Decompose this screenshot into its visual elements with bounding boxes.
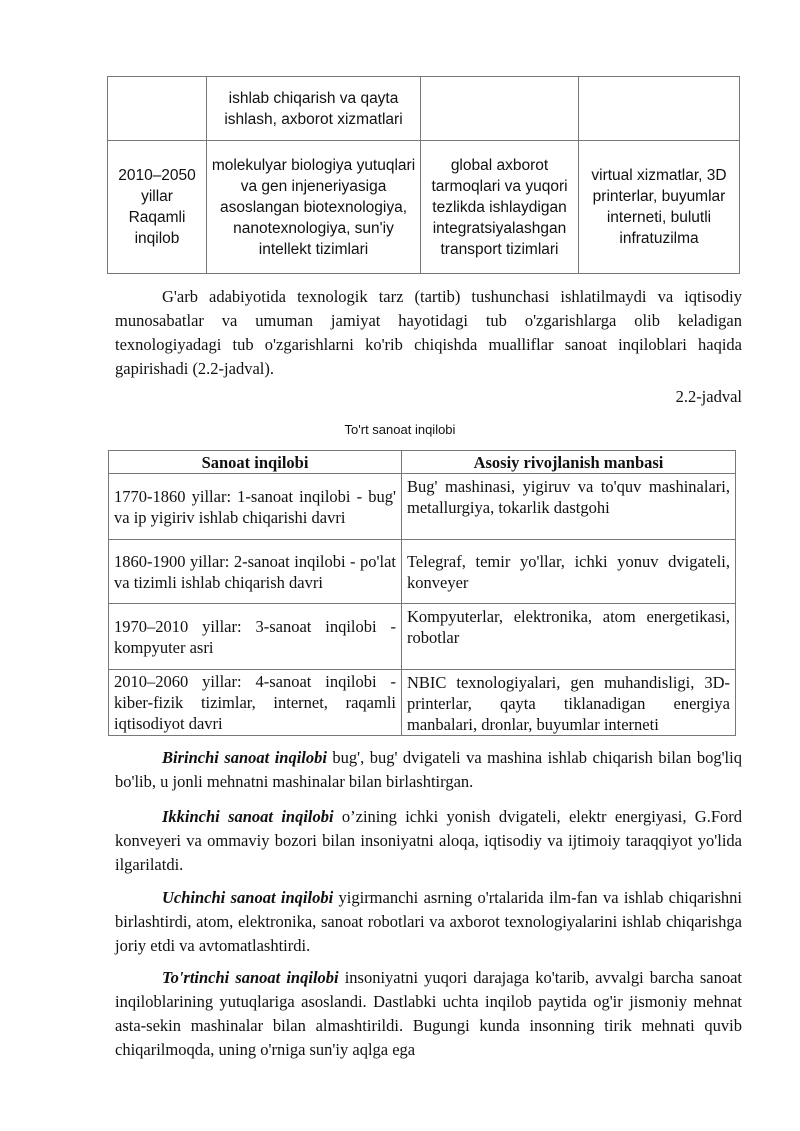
table-number: 2.2-jadval — [675, 387, 742, 406]
table-cell-period: 2010–2050 yillar Raqamli inqilob — [108, 141, 207, 274]
table-row — [108, 141, 740, 274]
table-row — [109, 474, 736, 540]
paragraph-text: yigirmanchi asrning o'rtalarida ilm-fan va ishlab chiqarishni birlashtirdi, atom, elektronika, sanoat robotlari va axborot texnologiyalarini ishlab chiqarishga joriy etdi va avtomatlashtirdi. — [115, 888, 742, 955]
paragraph-lead: Uchinchi sanoat inqilobi — [162, 888, 334, 907]
table-row — [108, 77, 740, 141]
table-cell-source: NBIC texnologiyalari, gen muhandisligi, 3D-printerlar, qayta tiklanadigan energiya manbalari, dronlar, buyumlar interneti — [402, 670, 736, 736]
column-header-source: Asosiy rivojlanish manbasi — [402, 451, 736, 474]
paragraph-third-revolution — [115, 886, 742, 958]
table-cell: ishlab chiqarish va qayta ishlash, axborot xizmatlari — [207, 77, 421, 141]
table-row — [109, 540, 736, 604]
table-cell-revolution: 1860-1900 yillar: 2-sanoat inqilobi - po'lat va tizimli ishlab chiqarish davri — [109, 540, 402, 604]
table-cell — [579, 77, 740, 141]
table-cell-source: Bug' mashinasi, yigiruv va to'quv mashinalari, metallurgiya, tokarlik dastgohi — [402, 474, 736, 540]
table-row — [109, 604, 736, 670]
table-cell-source: Telegraf, temir yo'llar, ichki yonuv dvigateli, konveyer — [402, 540, 736, 604]
paragraph-first-revolution — [115, 746, 742, 794]
paragraph-second-revolution — [115, 805, 742, 877]
paragraph-lead: To'rtinchi sanoat inqilobi — [162, 968, 339, 987]
table-cell — [108, 77, 207, 141]
industrial-revolutions-table — [108, 450, 736, 736]
paragraph-text: o’zining ichki yonish dvigateli, elektr energiyasi, G.Ford konveyeri va ommaviy bozori bilan insoniyatni aloqa, iqtisodiy va ijtimoiy taraqqiyot yo'lida ilgarilatdi. — [115, 807, 743, 874]
paragraph-text: insoniyatni yuqori darajaga ko'tarib, avvalgi barcha sanoat inqiloblarining yutuqlariga asoslandi. Dastlabki uchta inqilob paytida og'ir jismoniy mehnat asta-sekin mashinalar bilan almashtirildi. Bugungi kunda insonning tirik mehnati quvib chiqarilmoqda, uning o'rniga sun'iy aqlga ega — [115, 968, 742, 1059]
table-cell-revolution: 1770-1860 yillar: 1-sanoat inqilobi - bug' va ip yigiriv ishlab chiqarishi davri — [109, 474, 402, 540]
table-cell — [421, 77, 579, 141]
technology-modes-table-continued — [107, 76, 740, 274]
table-cell: global axborot tarmoqlari va yuqori tezlikda ishlaydigan integratsiyalashgan transport tizimlari — [421, 141, 579, 274]
table-header-row — [109, 451, 736, 474]
table-cell: virtual xizmatlar, 3D printerlar, buyumlar interneti, bulutli infratuzilma — [579, 141, 740, 274]
table-cell-source: Kompyuterlar, elektronika, atom energetikasi, robotlar — [402, 604, 736, 670]
paragraph-lead: Birinchi sanoat inqilobi — [162, 748, 327, 767]
paragraph-lead: Ikkinchi sanoat inqilobi — [162, 807, 334, 826]
intro-paragraph: G'arb adabiyotida texnologik tarz (tartib) tushunchasi ishlatilmaydi va iqtisodiy munosabatlar va umuman jamiyat hayotidagi tub o'zgarishlarga olib keladigan texnologiyadagi tub o'zgarishlarni ko'rib chiqishda mualliflar sanoat inqiloblari haqida gapirishadi (2.2-jadval). — [115, 287, 742, 378]
paragraph-fourth-revolution — [115, 966, 742, 1062]
table-caption: To'rt sanoat inqilobi — [344, 422, 456, 437]
table-cell: molekulyar biologiya yutuqlari va gen injeneriyasiga asoslangan biotexnologiya, nanotexnologiya, sun'iy intellekt tizimlari — [207, 141, 421, 274]
column-header-revolution: Sanoat inqilobi — [109, 451, 402, 474]
table-row — [109, 670, 736, 736]
paragraph-text: bug', bug' dvigateli va mashina ishlab chiqarish bilan bog'liq bo'lib, u jonli mehnatni mashinalar bilan birlashtirgan. — [115, 748, 742, 791]
table-cell-revolution: 2010–2060 yillar: 4-sanoat inqilobi - kiber-fizik tizimlar, internet, raqamli iqtisodiyot davri — [109, 670, 402, 736]
table-cell-revolution: 1970–2010 yillar: 3-sanoat inqilobi - kompyuter asri — [109, 604, 402, 670]
